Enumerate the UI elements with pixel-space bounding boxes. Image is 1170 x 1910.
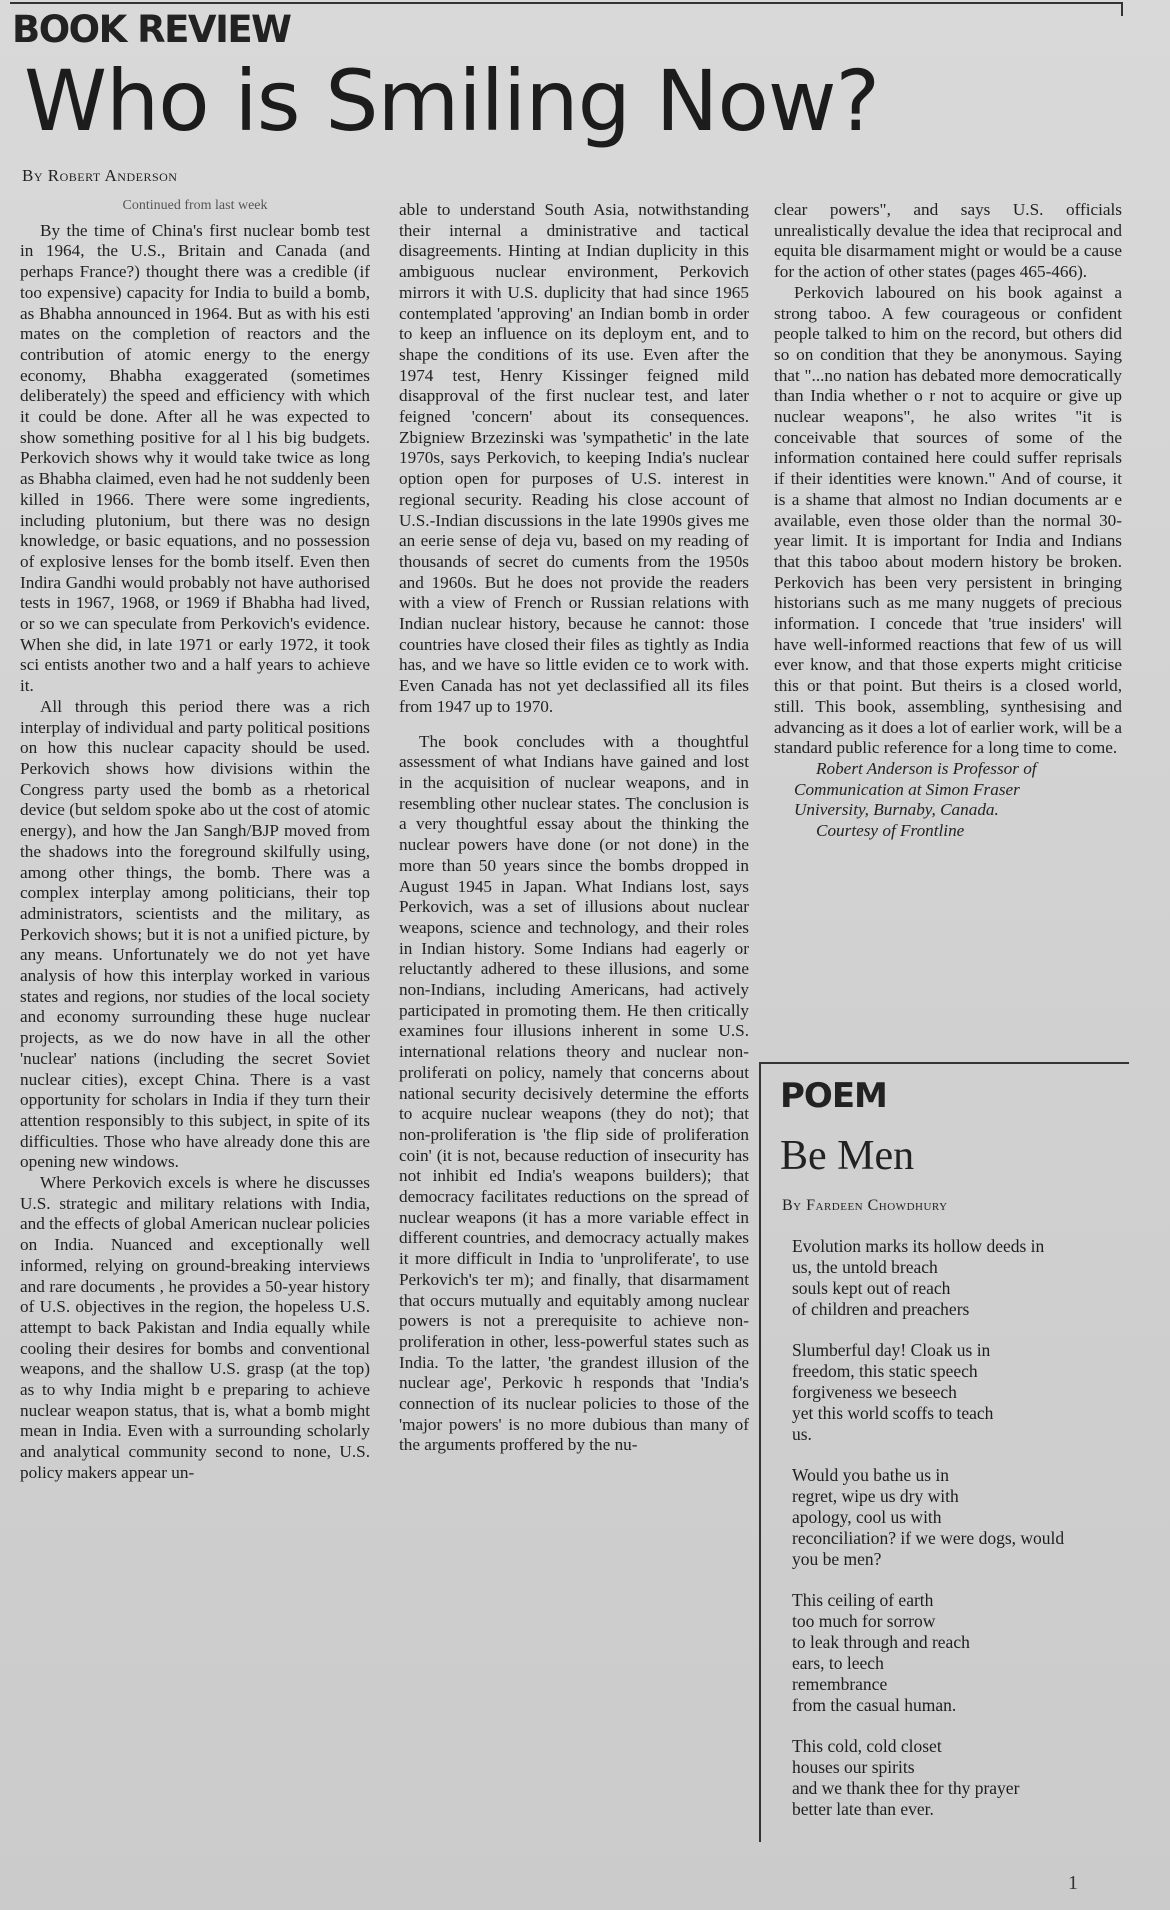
poem-box bbox=[756, 1062, 1128, 1842]
poem-line: better late than ever. bbox=[792, 1799, 934, 1819]
top-rule bbox=[10, 2, 1122, 4]
poem-line: and we thank thee for thy prayer bbox=[792, 1778, 1020, 1798]
author-bio: University, Burnaby, Canada. bbox=[794, 800, 999, 820]
poem-line: Would you bathe us in bbox=[792, 1465, 950, 1485]
right-rule bbox=[1121, 2, 1123, 16]
poem-line: to leak through and reach bbox=[792, 1632, 970, 1652]
poem-line: of children and preachers bbox=[792, 1299, 970, 1319]
page-number: 1 bbox=[1068, 1872, 1078, 1894]
paragraph: clear powers", and says U.S. officials unrealistically devalue the idea that reciprocal and equita ble disarmament might or would be a cause for the action of other states (pages 465-466). bbox=[774, 200, 1122, 282]
poem-line: Slumberful day! Cloak us in bbox=[792, 1340, 991, 1360]
poem-line: souls kept out of reach bbox=[792, 1278, 951, 1298]
poem-top-rule bbox=[759, 1062, 1129, 1064]
poem-line: regret, wipe us dry with bbox=[792, 1486, 959, 1506]
poem-line: houses our spirits bbox=[792, 1757, 915, 1777]
poem-line: remembrance bbox=[792, 1674, 888, 1694]
article-column-1 bbox=[20, 196, 370, 1484]
poem-line: freedom, this static speech bbox=[792, 1361, 978, 1381]
poem-line: too much for sorrow bbox=[792, 1611, 936, 1631]
paragraph: Where Perkovich excels is where he discusses U.S. strategic and military relations with India, and the effects of global American nuclear policies on India. Nuanced and exceptionally well informed, relying on ground-breaking interviews and rare documents , he provides a 50-year history of U.S. objectives in the region, the hopeless U.S. attempt to back Pakistan and India equally while cooling their desires for bombs and conventional weapons, and the shallow U.S. grasp (at the top) as to why India might b e preparing to achieve nuclear weapon status, that is, what a bomb might mean in India. Even with a surrounding scholarly and analytical community second to none, U.S. policy makers appear un- bbox=[20, 1173, 370, 1482]
poem-byline: By Fardeen Chowdhury bbox=[782, 1197, 948, 1214]
poem-line: you be men? bbox=[792, 1549, 882, 1569]
paragraph: able to understand South Asia, notwithstanding their internal a dministrative and tactical disagreements. Hinting at Indian duplicity in this ambiguous nuclear environment, Perkovich mirrors it with U.S. duplicity that had since 1965 contemplated 'approving' an Indian bomb in order to keep an influence on its deploym ent, and to shape the conditions of its use. Even after the 1974 test, Henry Kissinger feigned mild disapproval of the first nuclear test, and later feigned 'concern' about its consequences. Zbigniew Brzezinski was 'sympathetic' in the late 1970s, says Perkovich, to keeping India's nuclear option open for purposes of U.S. interest in regional security. Reading his close account of U.S.-Indian discussions in the late 1990s gives me an eerie sense of deja vu, based on my reading of thousands of secret do cuments from the 1950s and 1960s. But he does not provide the readers with a view of French or Russian relations with Indian nuclear history, because he cannot: those countries have closed their files as tightly as India has, and we have so little eviden ce to work with. Even Canada has not yet declassified all its files from 1947 up to 1970. bbox=[399, 200, 749, 716]
section-label: BOOK REVIEW bbox=[12, 8, 291, 51]
continued-note: Continued from last week bbox=[122, 198, 268, 213]
poem-line: reconciliation? if we were dogs, would bbox=[792, 1528, 1065, 1548]
author-bio: Communication at Simon Fraser bbox=[794, 779, 1020, 799]
poem-line: apology, cool us with bbox=[792, 1507, 942, 1527]
poem-line: forgiveness we beseech bbox=[792, 1382, 957, 1402]
poem-stanza bbox=[792, 1236, 1122, 1320]
poem-section-label: POEM bbox=[780, 1076, 887, 1116]
article-column-2 bbox=[399, 200, 749, 1456]
paragraph: Perkovich laboured on his book against a strong taboo. A few courageous or confident people talked to him on the record, but others did so on condition that they be anonymous. Saying that "...no nation has debated more democratically than India whether o r not to acquire or give up nuclear weapons", he also writes "it is conceivable that sources of some of the information contained here could suffer reprisals if their identities were known." And of course, it is a shame that almost no Indian documents ar e available, even those older than the normal 30-year limit. It is important for India and Indians that this taboo about modern history be broken. Perkovich has been very persistent in bringing historians such as me many nuggets of precious information. I concede that 'true insiders' will have well-informed reactions that few of us will ever know, and that those experts might criticise this or that point. But theirs is a closed world, still. This book, assembling, synthesising and advancing as it does a lot of earlier work, will be a standard public reference for a long time to come. bbox=[774, 282, 1122, 758]
paragraph: The book concludes with a thoughtful assessment of what Indians have gained and lost in the acquisition of nuclear weapons, and in resembling other nuclear states. The conclusion is a very thoughtful essay about the thinking the nuclear powers have done (or not done) in the more than 50 years since the bombs dropped in August 1945 in Japan. What Indians lost, says Perkovich, was a set of illusions about nuclear weapons, science and technology, and their roles in Indian history. Some Indians had eagerly or reluctantly adhered to these illusions, and some non-Indians, including Americans, had actively participated in promoting them. He then critically examines four illusions inherent in some U.S. international relations theory and nuclear non-proliferati on policy, namely that concerns about national security decisively determine the efforts to acquire nuclear weapons (they do not); that non-proliferation is 'the flip side of proliferation coin' (it is not, because reduction of insecurity has not inhibit ed India's weapons builders); that democracy facilitates reductions on the spread of nuclear weapons (it has a more variable effect in different countries, and democracy actually makes it more difficult in India to 'unproliferate', to use Perkovich's ter m); and finally, that disarmament that occurs mutually and equitably among nuclear powers is not a prerequisite to achieve non-proliferation in other, less-powerful states such as India. To the latter, 'the grandest illusion of the nuclear age', Perkovic h responds that 'India's connection of its nuclear policies to those of the 'major powers' is no more dubious than many of the arguments proffered by the nu- bbox=[399, 731, 749, 1455]
poem-left-rule bbox=[759, 1062, 761, 1842]
poem-line: This cold, cold closet bbox=[792, 1736, 942, 1756]
poem-stanza bbox=[792, 1340, 1122, 1445]
poem-line: This ceiling of earth bbox=[792, 1590, 934, 1610]
poem-line: yet this world scoffs to teach bbox=[792, 1403, 994, 1423]
poem-line: from the casual human. bbox=[792, 1695, 957, 1715]
poem-stanza bbox=[792, 1736, 1122, 1820]
poem-stanza bbox=[792, 1465, 1122, 1570]
poem-line: us, the untold breach bbox=[792, 1257, 938, 1277]
article-byline: By Robert Anderson bbox=[22, 166, 178, 185]
poem-stanza bbox=[792, 1590, 1122, 1716]
paragraph: By the time of China's first nuclear bomb test in 1964, the U.S., Britain and Canada (and perhaps France?) thought there was a credible (if too expensive) capacity for India to build a bomb, as Bhabha announced in 1964. But as with his esti mates on the completion of reactors and the contribution of atomic energy to the energy economy, Bhabha exaggerated (sometimes deliberately) the speed and efficiency with which it could be done. After all he was expected to show something positive for al l his big budgets. Perkovich shows why it would take twice as long as Bhabha claimed, even had he not suddenly been killed in 1966. There were some ingredients, including plutonium, but there was no design knowledge, or basic equations, and no possession of explosive lenses for the bomb itself. Even then Indira Gandhi would probably not have authorised tests in 1967, 1968, or 1969 if Bhabha had lived, or so we can speculate from Perkovich's evidence. When she did, in late 1971 or early 1972, it took sci entists another two and a half years to achieve it. bbox=[20, 220, 370, 696]
poem-line: us. bbox=[792, 1424, 812, 1444]
author-bio: Robert Anderson is Professor of bbox=[816, 758, 1037, 778]
poem-title: Be Men bbox=[780, 1133, 915, 1179]
courtesy-line: Courtesy of Frontline bbox=[816, 821, 965, 841]
article-headline: Who is Smiling Now? bbox=[24, 52, 880, 150]
poem-line: ears, to leech bbox=[792, 1653, 884, 1673]
paragraph: All through this period there was a rich interplay of individual and party political positions on how this nuclear capacity should be used. Perkovich shows how divisions within the Congress party used the bomb as a rhetorical device (but seldom spoke abo ut the cost of atomic energy), and how the Jan Sangh/BJP moved from the shadows into the foreground skilfully using, among other things, the bomb. There was a complex interplay among politicians, their top administrators, scientists and the military, as Perkovich shows; but it is not a unified picture, by any means. Unfortunately we do not yet have analysis of how this interplay worked in various states and regions, nor studies of the local society and economy surrounding these huge nuclear projects, as we do now have in all the other 'nuclear' nations (including the secret Soviet nuclear cities), except China. There is a vast opportunity for scholars in India if they turn their attention responsibly to this subject, in spite of its difficulties. Those who have already done this are opening new windows. bbox=[20, 696, 370, 1172]
article-column-3 bbox=[774, 200, 1122, 842]
poem-body bbox=[792, 1236, 1122, 1840]
poem-line: Evolution marks its hollow deeds in bbox=[792, 1236, 1045, 1256]
